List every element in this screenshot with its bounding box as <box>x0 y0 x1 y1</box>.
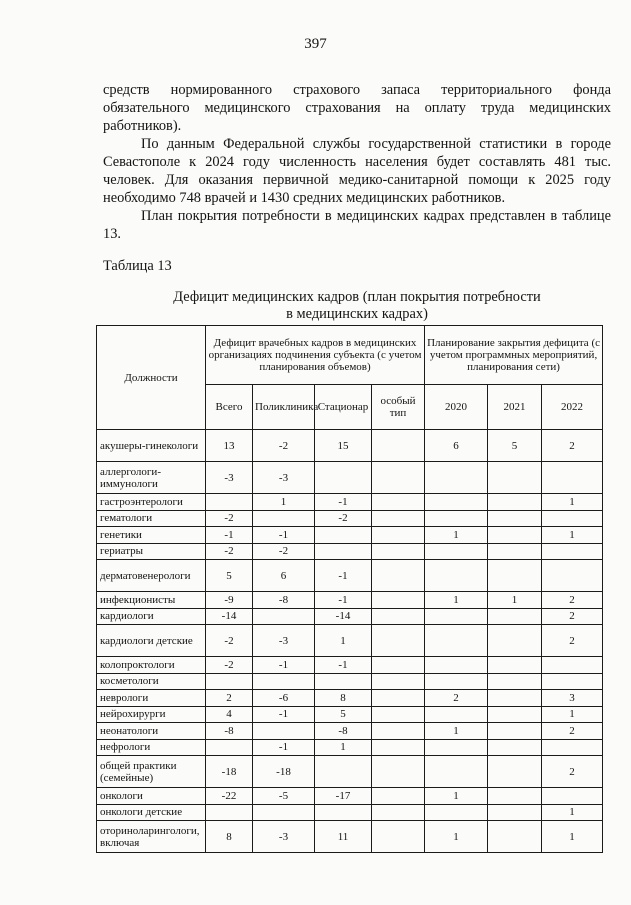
row-value <box>425 510 488 527</box>
header-2020: 2020 <box>425 385 488 430</box>
row-value: -2 <box>315 510 372 527</box>
row-value <box>253 673 315 690</box>
table-title <box>103 289 611 323</box>
row-value: -3 <box>253 462 315 494</box>
header-plan-group: Планирование закрытия дефицита (с учетом программных мероприятий, планирования сети) <box>425 326 603 385</box>
row-value <box>488 756 542 788</box>
header-2021: 2021 <box>488 385 542 430</box>
table-row <box>97 690 603 707</box>
row-value <box>253 723 315 740</box>
row-value: 13 <box>206 430 253 462</box>
row-value <box>372 706 425 723</box>
row-value <box>372 510 425 527</box>
row-value: -5 <box>253 788 315 805</box>
row-value <box>372 821 425 853</box>
row-value <box>372 788 425 805</box>
row-value <box>315 462 372 494</box>
row-value: 1 <box>542 804 603 821</box>
row-value <box>315 756 372 788</box>
table-row <box>97 657 603 674</box>
paragraph-1: средств нормированного страхового запаса территориального фонда обязательного медицинского страхования на оплату труда медицинских работников). <box>103 82 611 134</box>
row-value: -1 <box>253 739 315 756</box>
table-row <box>97 723 603 740</box>
row-value: 4 <box>206 706 253 723</box>
row-value <box>372 592 425 609</box>
row-value <box>372 462 425 494</box>
row-position: косметологи <box>97 673 206 690</box>
row-value <box>488 706 542 723</box>
deficit-table <box>96 325 603 853</box>
table-row <box>97 510 603 527</box>
header-position: Должности <box>97 326 206 430</box>
row-position: гастроэнтерологи <box>97 494 206 511</box>
row-value <box>315 543 372 560</box>
table-row <box>97 462 603 494</box>
row-value <box>253 608 315 625</box>
row-value <box>488 510 542 527</box>
row-value: -2 <box>206 625 253 657</box>
row-value: 11 <box>315 821 372 853</box>
row-value <box>542 788 603 805</box>
row-value <box>425 560 488 592</box>
row-value <box>488 739 542 756</box>
row-value: 2 <box>206 690 253 707</box>
row-position: неврологи <box>97 690 206 707</box>
row-value <box>206 739 253 756</box>
row-value <box>425 804 488 821</box>
table-row <box>97 543 603 560</box>
row-value: -18 <box>253 756 315 788</box>
row-value <box>488 821 542 853</box>
row-value <box>425 706 488 723</box>
table-row <box>97 821 603 853</box>
row-value <box>488 625 542 657</box>
row-value <box>488 788 542 805</box>
row-value: -2 <box>206 543 253 560</box>
row-position: дерматовенерологи <box>97 560 206 592</box>
table-row <box>97 756 603 788</box>
row-value <box>315 527 372 544</box>
row-value <box>372 625 425 657</box>
row-position: гериатры <box>97 543 206 560</box>
table-row <box>97 430 603 462</box>
row-value <box>372 430 425 462</box>
row-position: оториноларингологи, включая <box>97 821 206 853</box>
row-value: -2 <box>253 543 315 560</box>
row-value: 1 <box>488 592 542 609</box>
table-row <box>97 706 603 723</box>
row-value: 1 <box>315 625 372 657</box>
row-value: 2 <box>542 592 603 609</box>
row-value: -1 <box>315 560 372 592</box>
row-value: 2 <box>542 608 603 625</box>
row-value <box>372 527 425 544</box>
row-value <box>372 739 425 756</box>
row-value <box>488 657 542 674</box>
row-value: 2 <box>542 625 603 657</box>
row-value: -14 <box>315 608 372 625</box>
row-position: генетики <box>97 527 206 544</box>
table-row <box>97 560 603 592</box>
row-value: 1 <box>542 527 603 544</box>
row-value <box>425 494 488 511</box>
row-value: -8 <box>206 723 253 740</box>
table-body <box>97 430 603 853</box>
row-value: -8 <box>253 592 315 609</box>
row-value: 1 <box>542 821 603 853</box>
row-value <box>372 723 425 740</box>
paragraph-3: План покрытия потребности в медицинских кадрах представлен в таблице 13. <box>103 208 611 242</box>
row-value <box>425 739 488 756</box>
row-value: 1 <box>425 821 488 853</box>
row-value: -1 <box>315 657 372 674</box>
row-position: кардиологи детские <box>97 625 206 657</box>
row-position: инфекционисты <box>97 592 206 609</box>
row-value <box>542 560 603 592</box>
header-2022: 2022 <box>542 385 603 430</box>
row-value <box>372 543 425 560</box>
row-value <box>488 462 542 494</box>
row-value <box>206 673 253 690</box>
row-value <box>488 527 542 544</box>
row-value: 2 <box>542 756 603 788</box>
table-row <box>97 788 603 805</box>
row-value: 1 <box>425 527 488 544</box>
row-value: 2 <box>425 690 488 707</box>
row-value: 5 <box>488 430 542 462</box>
table-row <box>97 592 603 609</box>
row-value <box>372 690 425 707</box>
row-value: -6 <box>253 690 315 707</box>
row-value: -1 <box>253 706 315 723</box>
row-position: общей практики (семейные) <box>97 756 206 788</box>
row-value <box>488 560 542 592</box>
row-value: 1 <box>253 494 315 511</box>
header-polyclinic: Поликлиника <box>253 385 315 430</box>
row-position: нейрохирурги <box>97 706 206 723</box>
row-position: нефрологи <box>97 739 206 756</box>
row-value: -18 <box>206 756 253 788</box>
row-value <box>488 543 542 560</box>
table-row <box>97 804 603 821</box>
row-value: -2 <box>206 657 253 674</box>
row-value <box>425 673 488 690</box>
row-position: неонатологи <box>97 723 206 740</box>
row-value: -2 <box>253 430 315 462</box>
table-row <box>97 608 603 625</box>
row-value <box>542 673 603 690</box>
row-value <box>425 657 488 674</box>
row-value <box>372 756 425 788</box>
row-value <box>372 657 425 674</box>
row-value: 1 <box>425 592 488 609</box>
row-value: -22 <box>206 788 253 805</box>
row-value: -17 <box>315 788 372 805</box>
row-value <box>425 756 488 788</box>
row-position: гематологи <box>97 510 206 527</box>
row-value: 1 <box>425 723 488 740</box>
table-title-line-1: Дефицит медицинских кадров (план покрытия потребности <box>173 289 541 305</box>
row-value <box>372 494 425 511</box>
row-value <box>542 739 603 756</box>
row-value <box>372 673 425 690</box>
row-value: 2 <box>542 723 603 740</box>
paragraph-2: По данным Федеральной службы государственной статистики в городе Севастополе к 2024 году численность населения будет составлять 481 тыс. человек. Для оказания первичной медико-санитарной помощи к 2025 году необходимо 748 врачей и 1430 средних медицинских работников. <box>103 136 611 206</box>
row-value <box>542 543 603 560</box>
row-value: 2 <box>542 430 603 462</box>
row-value <box>372 560 425 592</box>
row-value <box>425 608 488 625</box>
row-value: 1 <box>542 706 603 723</box>
row-value: 8 <box>206 821 253 853</box>
row-value <box>253 510 315 527</box>
row-value <box>206 494 253 511</box>
row-value <box>488 804 542 821</box>
row-position: онкологи детские <box>97 804 206 821</box>
row-value <box>488 723 542 740</box>
row-value: 15 <box>315 430 372 462</box>
row-value: -3 <box>253 625 315 657</box>
row-value: -3 <box>253 821 315 853</box>
row-value <box>315 804 372 821</box>
row-value <box>206 804 253 821</box>
row-value: -1 <box>206 527 253 544</box>
row-value: 6 <box>425 430 488 462</box>
row-value <box>488 494 542 511</box>
row-value: -8 <box>315 723 372 740</box>
row-value: 5 <box>206 560 253 592</box>
row-value: 1 <box>315 739 372 756</box>
row-value: -1 <box>315 592 372 609</box>
header-hospital: Стационар <box>315 385 372 430</box>
row-value <box>372 608 425 625</box>
row-value <box>542 462 603 494</box>
row-value <box>542 510 603 527</box>
table-title-line-2: в медицинских кадрах) <box>286 306 428 322</box>
page-number: 397 <box>304 36 327 52</box>
header-total: Всего <box>206 385 253 430</box>
row-value <box>425 625 488 657</box>
table-label: Таблица 13 <box>103 258 172 274</box>
row-position: колопроктологи <box>97 657 206 674</box>
row-position: акушеры-гинекологи <box>97 430 206 462</box>
row-value: 1 <box>425 788 488 805</box>
row-position: кардиологи <box>97 608 206 625</box>
row-value: 3 <box>542 690 603 707</box>
row-value <box>488 608 542 625</box>
table-row <box>97 494 603 511</box>
row-value <box>372 804 425 821</box>
row-value <box>425 462 488 494</box>
row-value: 1 <box>542 494 603 511</box>
row-value: 5 <box>315 706 372 723</box>
row-position: аллергологи-иммунологи <box>97 462 206 494</box>
table-row <box>97 527 603 544</box>
row-value: -9 <box>206 592 253 609</box>
table-row <box>97 625 603 657</box>
row-value: -3 <box>206 462 253 494</box>
table-row <box>97 739 603 756</box>
row-value <box>425 543 488 560</box>
table-row <box>97 673 603 690</box>
row-value: 6 <box>253 560 315 592</box>
row-position: онкологи <box>97 788 206 805</box>
row-value <box>542 657 603 674</box>
row-value <box>315 673 372 690</box>
row-value <box>488 673 542 690</box>
header-deficit-group: Дефицит врачебных кадров в медицинских организациях подчинения субъекта (с учетом планирования объемов) <box>206 326 425 385</box>
row-value: -1 <box>253 527 315 544</box>
row-value: 8 <box>315 690 372 707</box>
row-value: -2 <box>206 510 253 527</box>
row-value: -1 <box>315 494 372 511</box>
row-value <box>253 804 315 821</box>
row-value <box>488 690 542 707</box>
row-value: -1 <box>253 657 315 674</box>
row-value: -14 <box>206 608 253 625</box>
header-special-type: особый тип <box>372 385 425 430</box>
